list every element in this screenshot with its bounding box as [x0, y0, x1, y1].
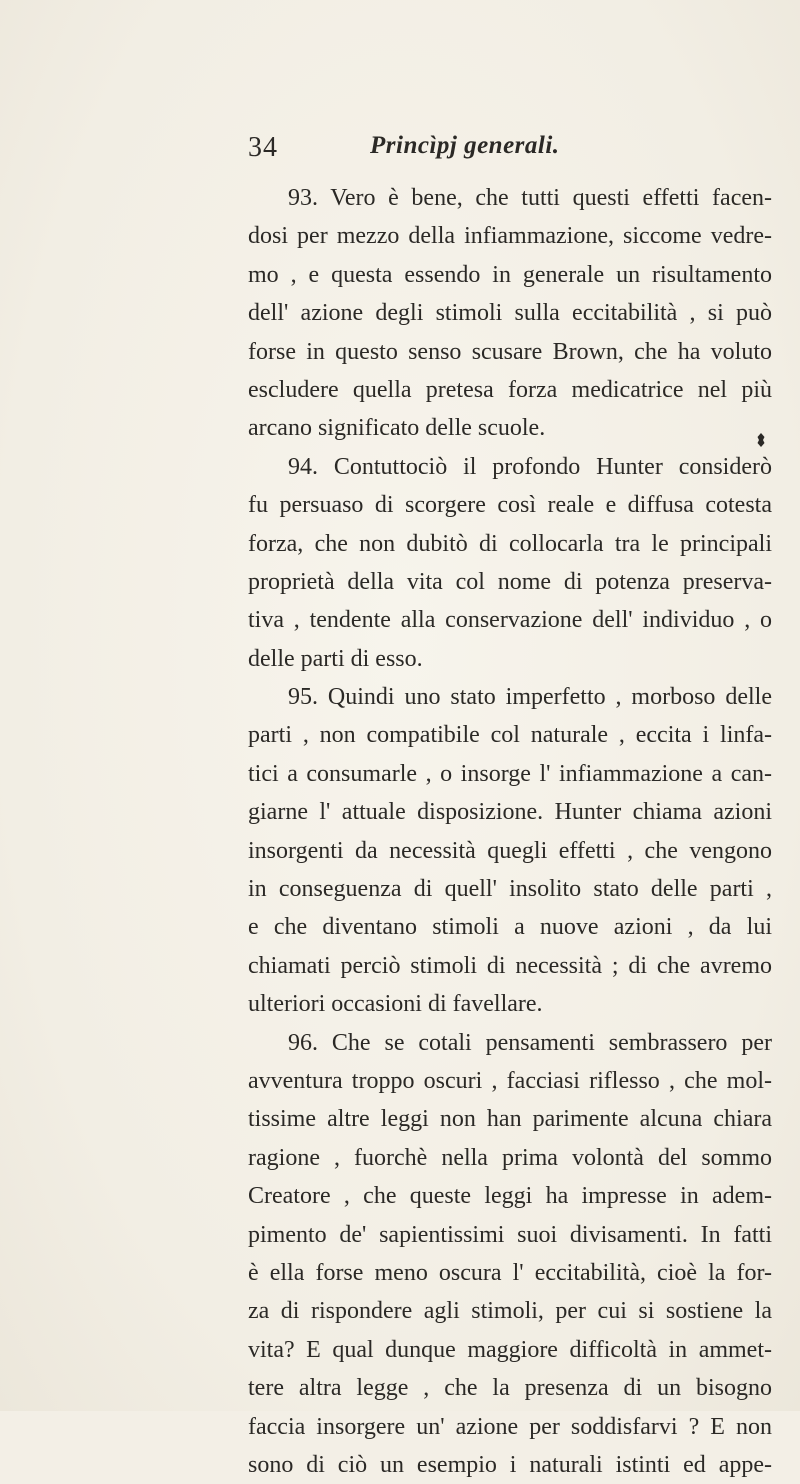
running-title: Princìpj generali.: [370, 132, 560, 159]
text-line: sono di ciò un esempio i naturali istinti ed appe-: [248, 1451, 772, 1478]
text-line: insorgenti da necessità quegli effetti , che vengono: [248, 837, 772, 864]
text-line: giarne l' attuale disposizione. Hunter chiama azioni: [248, 799, 772, 826]
text-line: dell' azione degli stimoli sulla eccitabilità , si può: [248, 300, 772, 327]
text-line: delle parti di esso.: [248, 645, 423, 672]
text-line: forse in questo senso scusare Brown, che ha voluto: [248, 338, 772, 365]
text-line: tissime altre leggi non han parimente alcuna chiara: [248, 1106, 772, 1133]
text-line: 94. Contuttociò il profondo Hunter considerò: [288, 453, 772, 480]
paragraph-95: [248, 678, 772, 1024]
text-line: arcano significato delle scuole.: [248, 415, 546, 442]
text-line: tiva , tendente alla conservazione dell' individuo , o: [248, 607, 772, 634]
text-line: 93. Vero è bene, che tutti questi effetti facen-: [288, 185, 772, 211]
text-line: vita? E qual dunque maggiore difficoltà in ammet-: [248, 1336, 772, 1363]
body-text: [248, 179, 772, 1484]
text-line: forza, che non dubitò di collocarla tra le principali: [248, 530, 772, 557]
text-line: in conseguenza di quell' insolito stato delle parti ,: [248, 876, 772, 903]
text-line: avventura troppo oscuri , facciasi riflesso , che mol-: [248, 1067, 772, 1094]
text-line: 95. Quindi uno stato imperfetto , morboso delle: [288, 684, 772, 711]
page-header: [248, 132, 748, 172]
text-line: e che diventano stimoli a nuove azioni , da lui: [248, 914, 772, 941]
text-line: è ella forse meno oscura l' eccitabilità, cioè la for-: [248, 1259, 772, 1286]
page-number: 34: [248, 132, 278, 163]
text-line: escludere quella pretesa forza medicatrice nel più: [248, 376, 772, 403]
text-line: parti , non compatibile col naturale , eccita i linfa-: [248, 722, 772, 749]
text-line: 96. Che se cotali pensamenti sembrassero per: [288, 1029, 772, 1056]
text-line: faccia insorgere un' azione per soddisfarvi ? E non: [248, 1413, 772, 1440]
paragraph-96: [248, 1024, 772, 1484]
paragraph-94: [248, 448, 772, 678]
text-line: za di rispondere agli stimoli, per cui si sostiene la: [248, 1298, 772, 1325]
text-line: dosi per mezzo della infiammazione, siccome vedre-: [248, 223, 772, 250]
text-line: tici a consumarle , o insorge l' infiammazione a can-: [248, 760, 772, 787]
text-line: fu persuaso di scorgere così reale e diffusa cotesta: [248, 492, 772, 519]
text-line: mo , e questa essendo in generale un risultamento: [248, 261, 772, 288]
text-line: chiamati perciò stimoli di necessità ; di che avremo: [248, 952, 772, 979]
paragraph-93: [248, 179, 772, 448]
text-line: ragione , fuorchè nella prima volontà del sommo: [248, 1144, 772, 1171]
text-line: proprietà della vita col nome di potenza preserva-: [248, 568, 772, 595]
text-line: ulteriori occasioni di favellare.: [248, 991, 543, 1018]
text-line: Creatore , che queste leggi ha impresse in adem-: [248, 1183, 772, 1210]
text-line: pimento de' sapientissimi suoi divisamenti. In fatti: [248, 1221, 772, 1248]
text-line: tere altra legge , che la presenza di un bisogno: [248, 1375, 772, 1402]
